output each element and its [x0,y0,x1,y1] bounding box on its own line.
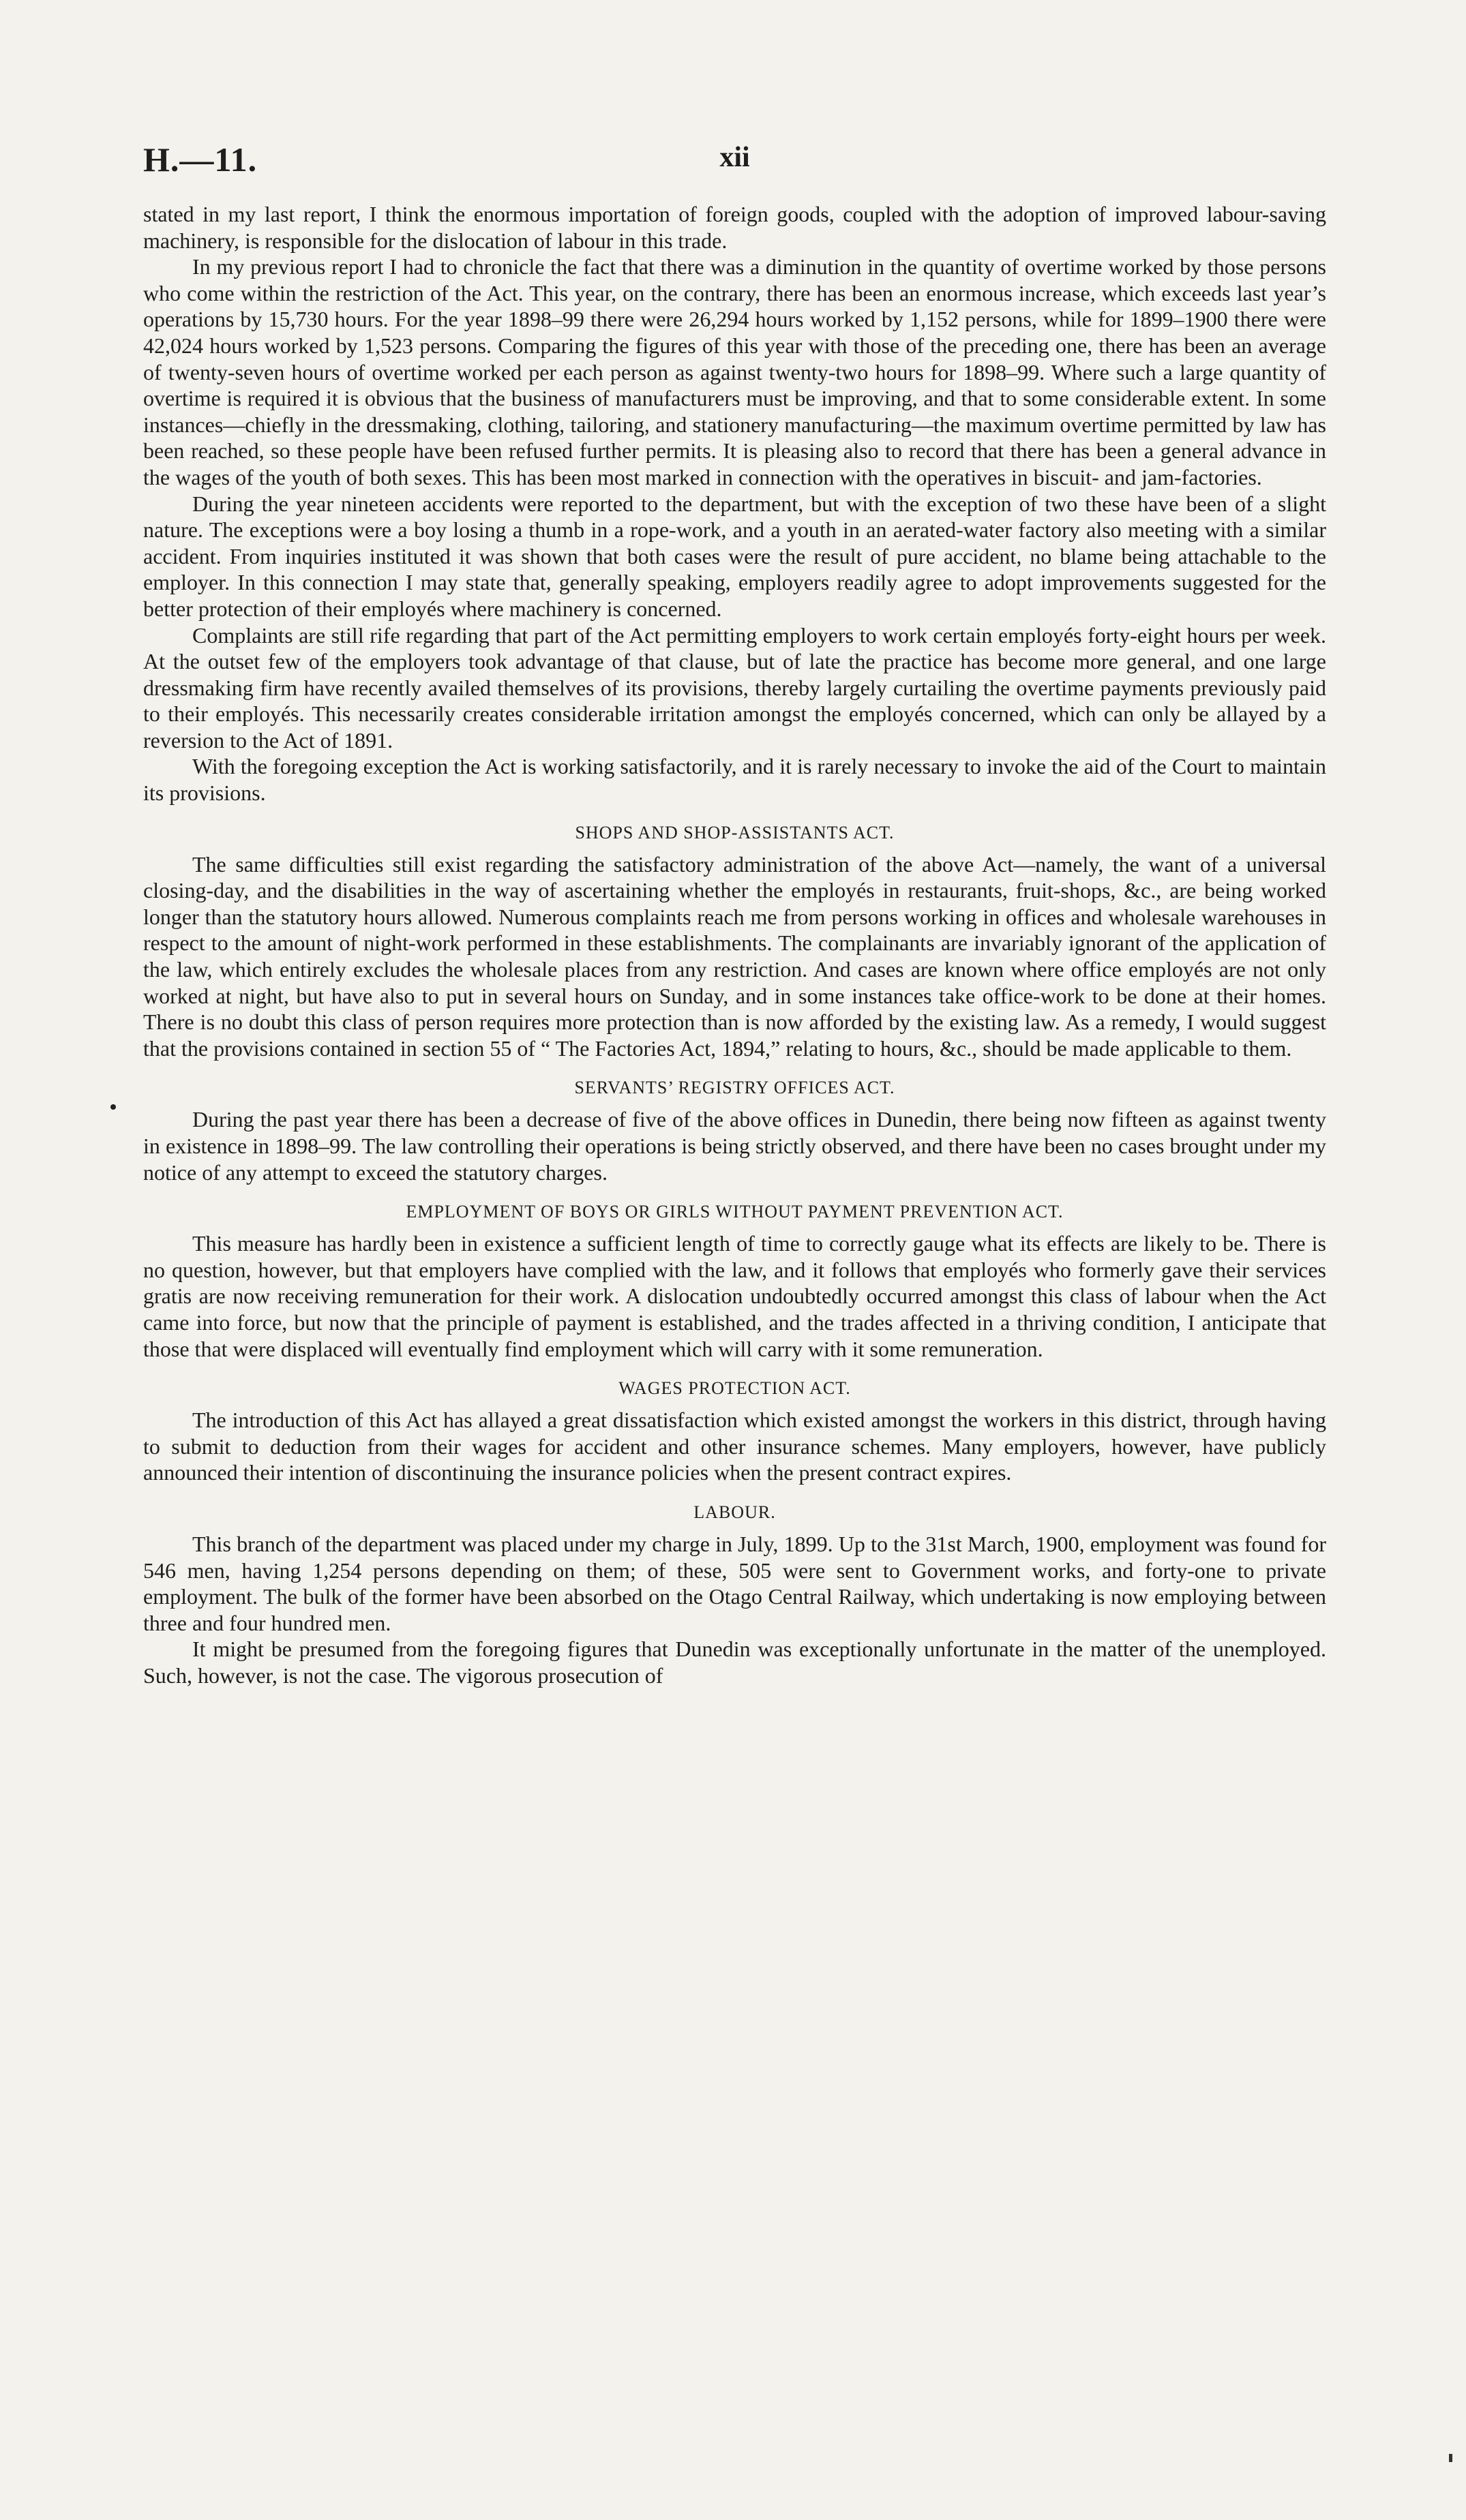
paragraph-foregoing-exception: With the foregoing exception the Act is working satisfactorily, and it is rarely necessary to invoke the aid of the Court to maintain its provisions. [143,754,1326,806]
section-heading-wages-protection-act: WAGES PROTECTION ACT. [618,1378,851,1399]
section-heading-registry-offices-act: SERVANTS’ REGISTRY OFFICES ACT. [574,1078,895,1098]
paragraph-wages-protection: The introduction of this Act has allayed a great dissatisfaction which existed amongst the workers in this district, through having to submit to deduction from their wages for accident and other insurance schemes. Many employers, however, have publicly announced their intention of discontinuing the insurance policies when the present contract expires. [143,1408,1326,1485]
paragraph-complaints: Complaints are still rife regarding that part of the Act permitting employers to work certain employés forty-eight hours per week. At the outset few of the employers took advantage of that clause, but of late the practice has become more general, and one large dressmaking firm have recently availed themselves of its provisions, thereby largely curtailing the overtime payments previously paid to their employés. This necessarily creates considerable irritation amongst the employés concerned, which can only be allayed by a reversion to the Act of 1891. [143,622,1326,753]
body-text [143,201,1326,1689]
margin-ink-dot [110,1104,116,1110]
page-header [143,140,1326,201]
document-page [143,140,1326,1689]
edge-ink-mark [1449,2454,1452,2462]
paragraph-labour-unemployed: It might be presumed from the foregoing figures that Dunedin was exceptionally unfortunate in the matter of the unemployed. Such, however, is not the case. The vigorous prosecution of [143,1637,1326,1688]
section-heading-labour: LABOUR. [693,1502,776,1522]
section-heading-shops-act: SHOPS AND SHOP-ASSISTANTS ACT. [575,822,895,842]
paragraph-continuation: stated in my last report, I think the enormous importation of foreign goods, coupled with the adoption of improved labour-saving machinery, is responsible for the dislocation of labour in this trade. [143,202,1326,253]
paragraph-employment-act: This measure has hardly been in existence a sufficient length of time to correctly gauge what its effects are likely to be. There is no question, however, but that employers have complied with the law, and it follows that employés who formerly gave their services gratis are now receiving remuneration for their work. A dislocation undoubtedly occurred amongst this class of labour when the Act came into force, but now that the principle of payment is established, and the trades affected in a thriving condition, I anticipate that those that were displaced will eventually find employment which will carry with it some remuneration. [143,1231,1326,1361]
paragraph-labour-branch: This branch of the department was placed under my charge in July, 1899. Up to the 31st March, 1900, employment was found for 546 men, having 1,254 persons depending on them; of these, 505 were sent to Government works, and forty-one to private employment. The bulk of the former have been absorbed on the Otago Central Railway, which undertaking is now employing between three and four hundred men. [143,1531,1326,1635]
paragraph-overtime: In my previous report I had to chronicle the fact that there was a diminution in the quantity of overtime worked by those persons who come within the restriction of the Act. This year, on the contrary, there has been an enormous increase, which exceeds last year’s operations by 15,730 hours. For the year 1898–99 there were 26,294 hours worked by 1,152 persons, while for 1899–1900 there were 42,024 hours worked by 1,523 persons. Comparing the figures of this year with those of the preceding one, there has been an average of twenty-seven hours of overtime worked per each person as against twenty-two hours for 1898–99. Where such a large quantity of overtime is required it is obvious that the business of manufacturers must be improving, and that to some considerable extent. In some instances—chiefly in the dressmaking, clothing, tailoring, and stationery manufacturing—the maximum overtime permitted by law has been reached, so these people have been refused further permits. It is pleasing also to record that there has been a general advance in the wages of the youth of both sexes. This has been most marked in connection with the operatives in biscuit- and jam-factories. [143,254,1326,489]
paragraph-registry-offices: During the past year there has been a decrease of five of the above offices in Dunedin, there being now fifteen as against twenty in existence in 1898–99. The law controlling their operations is being strictly observed, and there have been no cases brought under my notice of any attempt to exceed the statutory charges. [143,1107,1326,1185]
paragraph-shops-act: The same difficulties still exist regarding the satisfactory administration of the above Act—namely, the want of a universal closing-day, and the disabilities in the way of ascertaining whether the employés in restaurants, fruit-shops, &c., are being worked longer than the statutory hours allowed. Numerous complaints reach me from persons working in offices and wholesale warehouses in respect to the amount of night-work performed in these establishments. The complainants are invariably ignorant of the application of the law, which entirely excludes the wholesale places from any restriction. And cases are known where office employés are not only worked at night, but have also to put in several hours on Sunday, and in some instances take office-work to be done at their homes. There is no doubt this class of person requires more protection than is now afforded by the existing law. As a remedy, I would suggest that the provisions contained in section 55 of “ The Factories Act, 1894,” relating to hours, &c., should be made applicable to them. [143,851,1326,1061]
section-heading-employment-act: EMPLOYMENT OF BOYS OR GIRLS WITHOUT PAYMENT PREVENTION ACT. [406,1202,1064,1222]
paragraph-accidents: During the year nineteen accidents were reported to the department, but with the exception of two these have been of a slight nature. The exceptions were a boy losing a thumb in a rope-work, and a youth in an aerated-water factory also meeting with a similar accident. From inquiries instituted it was shown that both cases were the result of pure accident, no blame being attachable to the employer. In this connection I may state that, generally speaking, employers readily agree to adopt improvements suggested for the better protection of their employés where machinery is concerned. [143,491,1326,621]
document-reference: H.—11. [143,140,258,179]
page-number: xii [719,142,750,173]
